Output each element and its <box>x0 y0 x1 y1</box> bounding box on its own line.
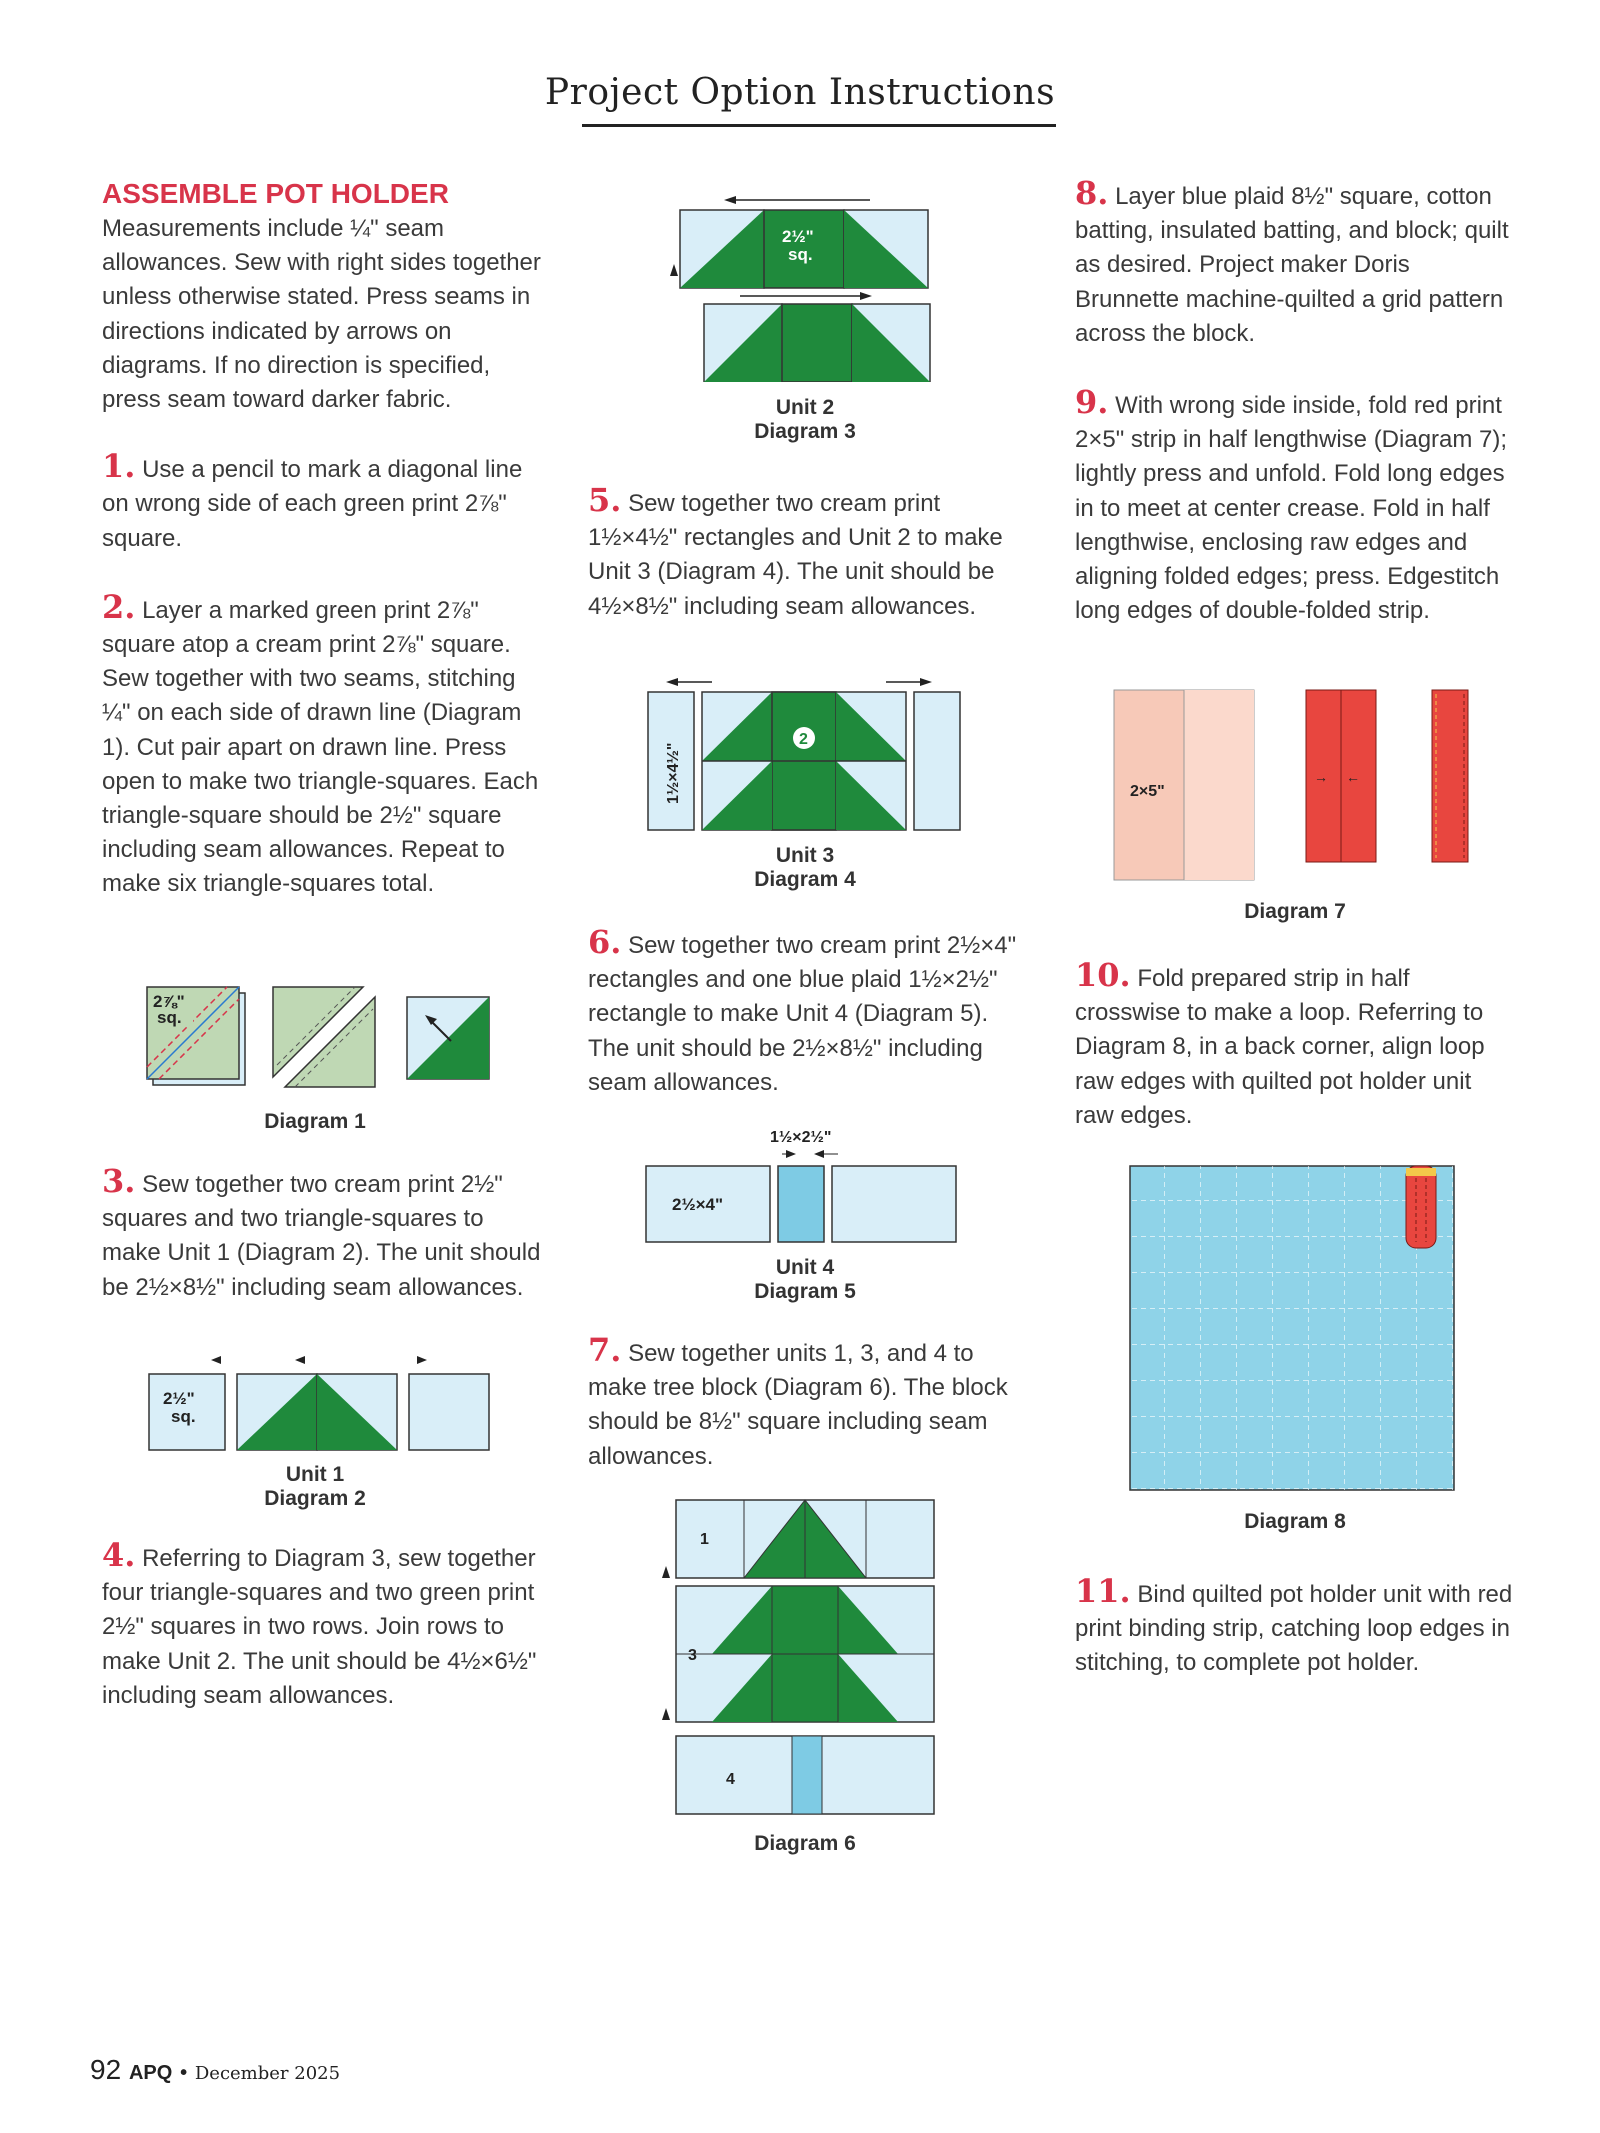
press-arrow-icon <box>666 678 678 686</box>
page-footer: 92 APQ • December 2025 <box>90 2054 341 2085</box>
diagram-2 <box>145 1352 495 1452</box>
step-11: 11. Bind quilted pot holder unit with red print binding strip, catching loop edges in stitching, to complete pot holder. <box>1075 1572 1513 1677</box>
svg-text:→: → <box>1314 769 1328 785</box>
step-10: 10. Fold prepared strip in half crosswise to make a loop. Referring to Diagram 8, in a back corner, align loop raw edges with quilted pot holder unit raw edges. <box>1075 956 1485 1129</box>
svg-text:4: 4 <box>726 1771 735 1788</box>
step-9: 9. With wrong side inside, fold red print 2×5" strip in half lengthwise (Diagram 7); lightly press and unfold. Fold long edges in to meet at center crease. Fold in half lengthwise, enclosing raw edges and aligning folded edges; press. Edgestitch long edges of double-folded strip. <box>1075 383 1508 625</box>
cream-rectangle <box>832 1166 956 1242</box>
press-arrow-icon <box>724 196 736 204</box>
size-label: sq. <box>157 1008 182 1027</box>
diagram-7 <box>1110 686 1480 886</box>
diagram-3-caption: Unit 2 Diagram 3 <box>754 396 856 443</box>
svg-text:1½×2½": 1½×2½" <box>770 1129 832 1146</box>
step-1: 1. Use a pencil to mark a diagonal line on wrong side of each green print 2⅞" square. <box>102 447 523 552</box>
press-arrow-icon <box>670 264 678 276</box>
left-column-bottom <box>102 1538 542 1747</box>
diagram-5-caption: Unit 4 Diagram 5 <box>754 1256 856 1303</box>
step-4: 4. Referring to Diagram 3, sew together four triangle-squares and two green print 2½" squares in two rows. Join rows to make Unit 2. The unit should be 4½×6½" including seam allowances. <box>102 1536 537 1709</box>
diagram-2-caption: Unit 1 Diagram 2 <box>264 1463 366 1510</box>
diagram-6 <box>652 1498 942 1818</box>
diagram-1-caption: Diagram 1 <box>264 1110 366 1133</box>
page-title: Project Option Instructions <box>544 72 1056 113</box>
cream-rectangle <box>914 692 960 830</box>
step-8: 8. Layer blue plaid 8½" square, cotton batting, insulated batting, and block; quilt as desired. Project maker Doris Brunnette machine-quilted a grid pattern across the block. <box>1075 174 1509 347</box>
svg-text:2½": 2½" <box>163 1389 195 1408</box>
diagram-4 <box>642 676 962 836</box>
step-6: 6. Sew together two cream print 2½×4" rectangles and one blue plaid 1½×2½" rectangle to make Unit 4 (Diagram 5). The unit should be 2½×8½" including seam allowances. <box>588 923 1017 1096</box>
right-column <box>1075 176 1515 662</box>
publication: APQ <box>128 2062 173 2084</box>
cream-square <box>409 1374 489 1450</box>
right-column-2 <box>1075 958 1515 1167</box>
press-arrow-icon <box>860 292 872 300</box>
diagram-4-caption: Unit 3 Diagram 4 <box>754 844 856 891</box>
diagram-3 <box>670 192 940 382</box>
diagram-6-caption: Diagram 6 <box>754 1832 856 1855</box>
svg-text:←: ← <box>1346 769 1360 785</box>
hanging-loop <box>1406 1166 1436 1248</box>
left-column <box>102 176 542 936</box>
press-arrow-icon <box>662 1566 670 1578</box>
blue-rectangle <box>778 1166 824 1242</box>
right-column-3 <box>1075 1574 1515 1715</box>
diagram-7-caption: Diagram 7 <box>1244 900 1346 923</box>
issue-date: December 2025 <box>194 2063 341 2084</box>
intro-text: Measurements include ¼" seam allowances. Sew with right sides together unless otherwise stated. Press seams in directions indicated by arrows on diagrams. If no direction is specified, press seam toward darker fabric. <box>102 215 541 414</box>
svg-text:2: 2 <box>799 731 808 748</box>
step-2: 2. Layer a marked green print 2⅞" square atop a cream print 2⅞" square. Sew together with two seams, stitching ¼" on each side of drawn line (Diagram 1). Cut pair apart on drawn line. Press open to make two triangle-squares. Each triangle-square should be 2½" square including seam allowances. Repeat to make six triangle-squares total. <box>102 587 539 898</box>
press-arrow-icon <box>920 678 932 686</box>
title-rule <box>582 124 1056 127</box>
diagram-5 <box>642 1124 972 1244</box>
middle-column <box>588 483 1028 658</box>
svg-text:1½×4½": 1½×4½" <box>665 742 682 804</box>
left-column-lower <box>102 1164 542 1339</box>
press-arrow-icon <box>662 1708 670 1720</box>
step-3: 3. Sew together two cream print 2½" squares and two triangle-squares to make Unit 1 (Diagram 2). The unit should be 2½×8½" including seam allowances. <box>102 1162 541 1301</box>
step-7: 7. Sew together units 1, 3, and 4 to make tree block (Diagram 6). The block should be 8½" square including seam allowances. <box>588 1331 1008 1470</box>
svg-text:2½": 2½" <box>782 227 814 246</box>
svg-text:sq.: sq. <box>788 245 813 264</box>
svg-text:sq.: sq. <box>171 1407 196 1426</box>
diagram-1 <box>145 985 495 1095</box>
diagram-8 <box>1128 1164 1458 1494</box>
svg-text:3: 3 <box>688 1647 697 1664</box>
page-number: 92 <box>90 2054 122 2085</box>
svg-text:2½×4": 2½×4" <box>672 1195 724 1214</box>
press-arrow-icon <box>295 1356 305 1364</box>
middle-column-2 <box>588 925 1028 1134</box>
step-5: 5. Sew together two cream print 1½×4½" rectangles and Unit 2 to make Unit 3 (Diagram 4). The unit should be 4½×8½" including seam allowances. <box>588 481 1003 620</box>
svg-text:2×5": 2×5" <box>1130 783 1165 800</box>
section-heading: ASSEMBLE POT HOLDER <box>102 178 449 209</box>
press-arrow-icon <box>417 1356 427 1364</box>
middle-column-3 <box>588 1333 1028 1508</box>
size-label: 2⅞" <box>153 992 185 1011</box>
edgestitched-strip <box>1432 690 1468 862</box>
press-arrow-icon <box>211 1356 221 1364</box>
svg-text:1: 1 <box>700 1531 709 1548</box>
diagram-8-caption: Diagram 8 <box>1244 1510 1346 1533</box>
